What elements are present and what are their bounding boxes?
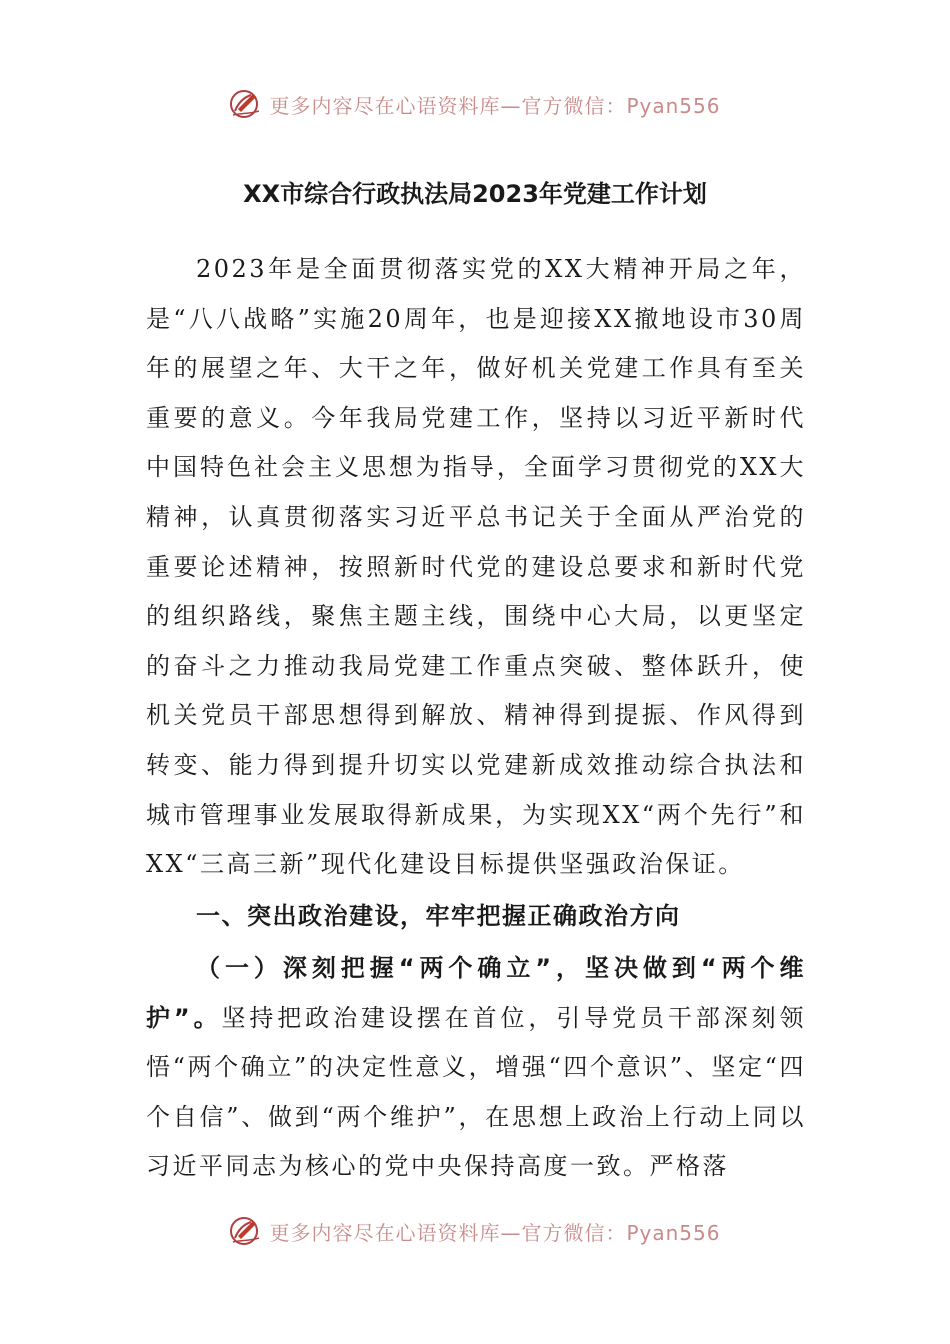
quill-signature-logo-icon (229, 87, 263, 121)
subsection-lead: （一）深刻把握“两个确立”，坚决做到“两个维护”。 (146, 954, 806, 1032)
section-heading-1: 一、突出政治建设，牢牢把握正确政治方向 (196, 902, 681, 930)
watermark-text: 更多内容尽在心语资料库—官方微信：Pyan556 (269, 93, 721, 118)
quill-signature-logo-icon (229, 1214, 263, 1248)
intro-paragraph: 2023年是全面贯彻落实党的XX大精神开局之年，是“八八战略”实施20周年，也是迎接XX撤地设市30周年的展望之年、大干之年，做好机关党建工作具有至关重要的意义。今年我局党建工作，坚持以习近平新时代中国特色社会主义思想为指导，全面学习贯彻党的XX大精神，认真贯彻落实习近平总书记关于全面从严治党的重要论述精神，按照新时代党的建设总要求和新时代党的组织路线，聚焦主题主线，围绕中心大局，以更坚定的奋斗之力推动我局党建工作重点突破、整体跃升，使机关党员干部思想得到解放、精神得到提振、作风得到转变、能力得到提升切实以党建新成效推动综合执法和城市管理事业发展取得新成果，为实现XX“两个先行”和XX“三高三新”现代化建设目标提供坚强政治保证。 (146, 255, 806, 879)
subsection-body: 坚持把政治建设摆在首位，引导党员干部深刻领悟“两个确立”的决定性意义，增强“四个意识”、坚定“四个自信”、做到“两个维护”，在思想上政治上行动上同以习近平同志为核心的党中央保持高度一致。严格落 (146, 1003, 806, 1181)
subsection-paragraph-1 (146, 944, 806, 1192)
footer-watermark (0, 1211, 950, 1251)
document-title: XX市综合行政执法局2023年党建工作计划 (243, 180, 707, 208)
header-watermark (0, 84, 950, 124)
watermark-text: 更多内容尽在心语资料库—官方微信：Pyan556 (269, 1220, 721, 1245)
